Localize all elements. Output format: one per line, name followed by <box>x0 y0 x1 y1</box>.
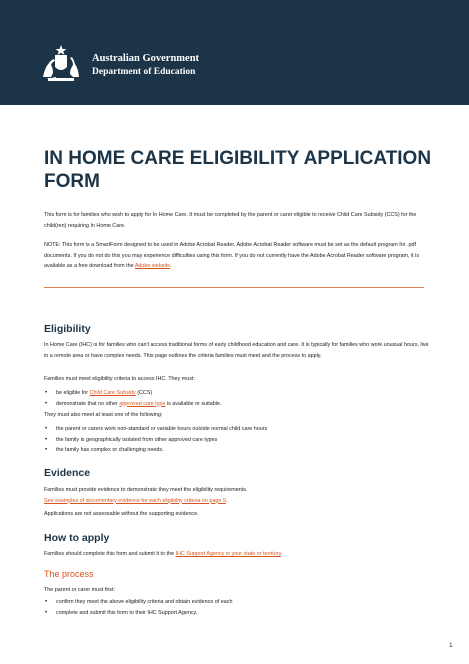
apply-text: Families should complete this form and submit it to the <box>44 551 176 557</box>
process-intro-paragraph: The parent or carer must first: <box>44 587 115 593</box>
note-text: NOTE: This form is a SmartForm designed to be used in Adobe Acrobat Reader. Adobe Acrobat Reader software must be set as the default program for .pdf documents. If you do not do this you may experience difficulties using this form. If you do not currently have the Adobe Acrobat Reader software program, it is available as a free download from the <box>44 242 420 270</box>
government-name: Australian Government <box>92 53 200 64</box>
note-end: . <box>170 263 172 270</box>
evidence-heading: Evidence <box>44 467 91 479</box>
list-item <box>44 424 429 435</box>
criteria-text: (CCS) <box>135 390 153 396</box>
evidence-link-end: . <box>225 497 228 504</box>
adobe-website-link[interactable]: Adobe website <box>134 263 171 270</box>
bullet-icon: • <box>45 390 48 396</box>
page-number: 1 <box>449 642 453 649</box>
criteria-text: the family has complex or challenging needs. <box>56 447 164 454</box>
criteria-text: the family is geographically isolated from other approved care types <box>56 436 218 443</box>
must-criteria-list <box>44 388 429 409</box>
bullet-icon: • <box>45 609 48 616</box>
criteria-text: the parent or carers work non-standard or variable hours outside normal child care hours <box>56 426 268 432</box>
list-item <box>44 597 429 608</box>
criteria-text: be eligible for <box>56 390 90 396</box>
eligibility-criteria-paragraph: Families must meet eligibility criteria to access IHC. They must: <box>44 376 195 382</box>
list-item <box>44 445 429 456</box>
evidence-paragraph <box>44 485 429 506</box>
eligibility-heading: Eligibility <box>44 323 91 335</box>
criteria-text: is available or suitable. <box>165 400 222 407</box>
process-steps-list <box>44 597 429 618</box>
process-heading: The process <box>44 569 94 579</box>
page-title: IN HOME CARE ELIGIBILITY APPLICATION FORM <box>44 148 432 192</box>
eligibility-intro-paragraph: In Home Care (IHC) is for families who can't access traditional forms of early childhood education and care. It is typically for families who work unusual hours, live in a remote area or have complex needs. This page outlines the criteria families must meet and the process to apply. <box>44 342 429 359</box>
list-item <box>44 435 429 446</box>
process-step-text: confirm they meet the above eligibility criteria and obtain evidence of each <box>56 599 233 605</box>
process-step-text: complete and submit this form to their IHC Support Agency. <box>56 609 198 616</box>
note-paragraph <box>44 240 429 272</box>
department-name: Department of Education <box>92 67 196 77</box>
bullet-icon: • <box>45 426 48 432</box>
criteria-text: demonstrate that no other <box>56 400 120 407</box>
list-item <box>44 608 429 619</box>
how-to-apply-heading: How to apply <box>44 532 110 544</box>
intro-paragraph: This form is for families who wish to apply for In Home Care. It must be completed by the parent or carer eligible to receive Child Care Subsidy (CCS) for the child(ren) requiring In Home Care. <box>44 212 417 229</box>
bullet-icon: • <box>45 447 48 454</box>
bullet-icon: • <box>45 599 48 605</box>
evidence-note-paragraph: Applications are not assessable without the supporting evidence. <box>44 511 199 517</box>
how-to-apply-paragraph <box>44 549 429 560</box>
approved-care-type-link[interactable]: approved care type <box>119 400 166 407</box>
list-item <box>44 388 429 399</box>
header-banner <box>0 0 469 105</box>
section-divider <box>44 287 424 288</box>
evidence-examples-link[interactable]: See examples of documentary evidence for each eligibility criteria on page 9 <box>44 497 226 504</box>
additional-criteria-list <box>44 424 429 456</box>
apply-text-end: . <box>280 551 283 557</box>
list-item <box>44 399 429 410</box>
child-care-subsidy-link[interactable]: Child Care Subsidy <box>89 390 136 396</box>
ihc-support-agency-link[interactable]: IHC Support Agency in your state or territory <box>175 551 281 557</box>
australian-coat-of-arms-icon <box>38 43 84 83</box>
bullet-icon: • <box>45 436 48 443</box>
additional-criteria-paragraph: They must also meet at least one of the following: <box>44 412 163 418</box>
bullet-icon: • <box>45 400 48 407</box>
evidence-text: Families must provide evidence to demonstrate they meet the eligibility requirements. <box>44 487 248 493</box>
